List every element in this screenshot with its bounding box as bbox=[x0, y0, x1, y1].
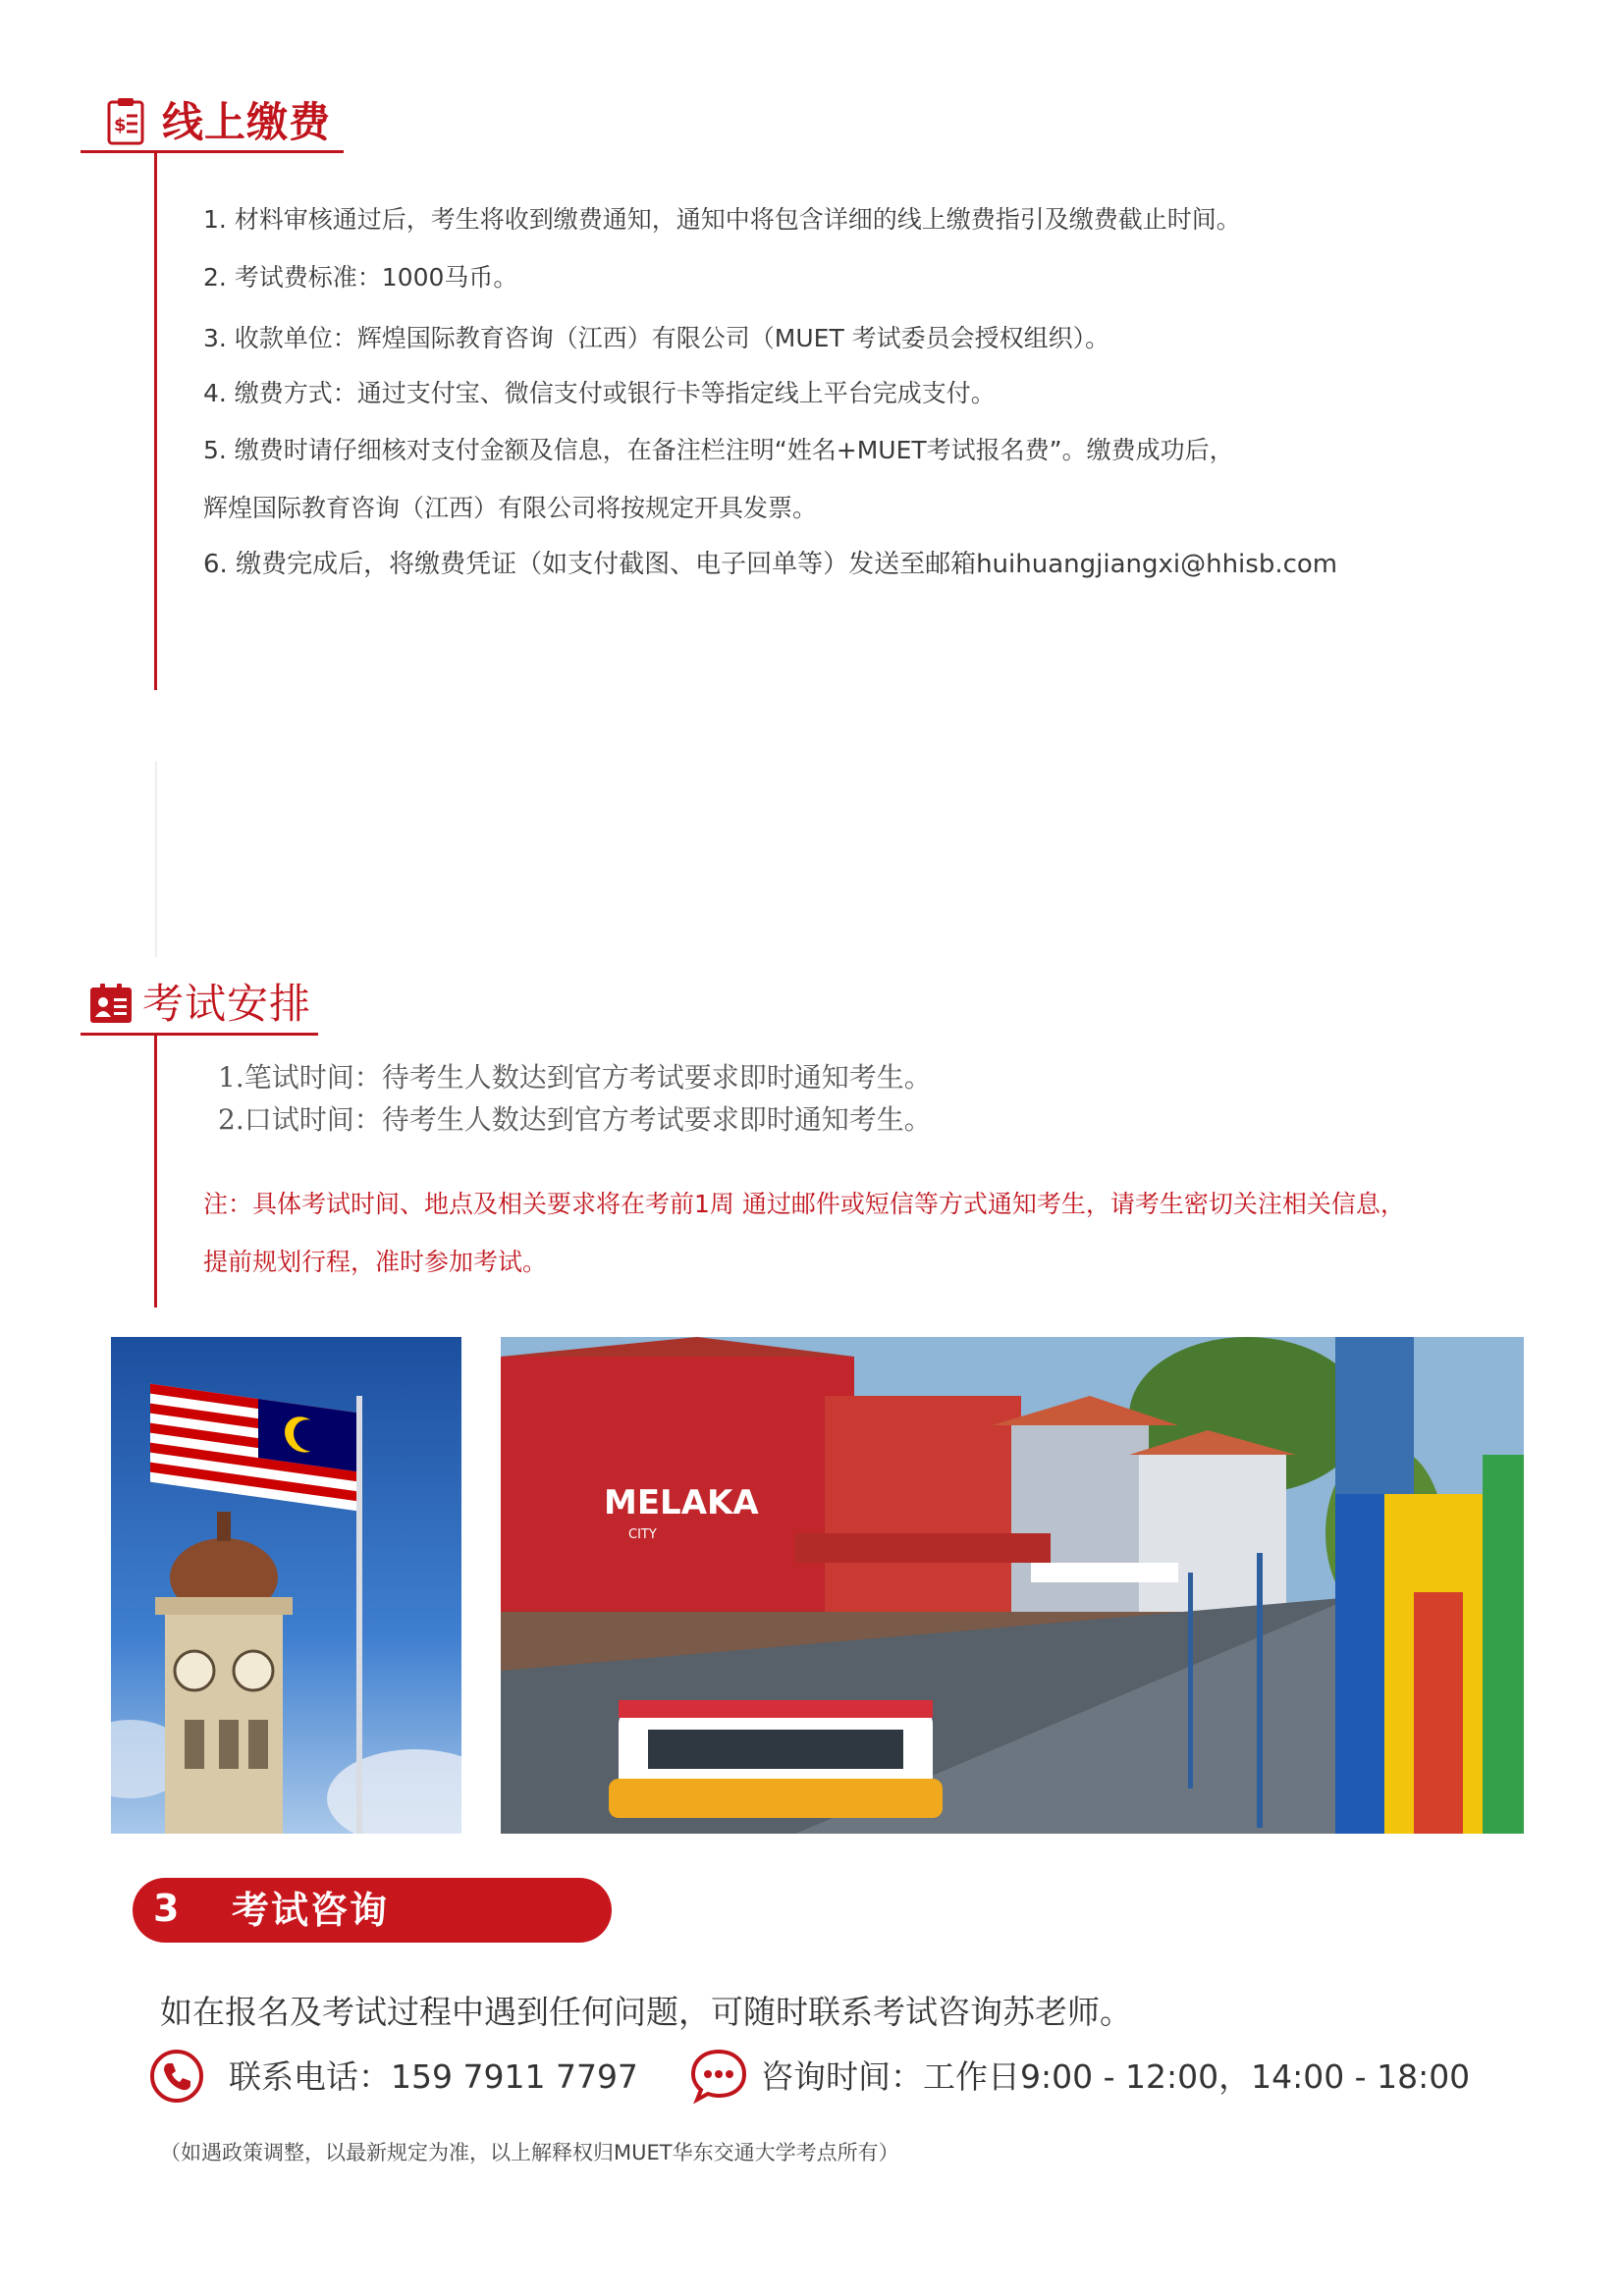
invoice-dollar-icon bbox=[106, 98, 145, 145]
payment-item-4: 4. 缴费方式：通过支付宝、微信支付或银行卡等指定线上平台完成支付。 bbox=[203, 379, 996, 407]
payment-item-6: 6. 缴费完成后，将缴费凭证（如支付截图、电子回单等）发送至邮箱huihuangjiangxi@hhisb.com bbox=[203, 550, 1338, 579]
id-card-icon bbox=[90, 984, 132, 1023]
exam-note-line-1: 注：具体考试时间、地点及相关要求将在考前1周 通过邮件或短信等方式通知考生，请考生密切关注相关信息， bbox=[203, 1190, 1405, 1218]
exam-note-line-2: 提前规划行程，准时参加考试。 bbox=[203, 1248, 548, 1276]
payment-section-title: 线上缴费 bbox=[162, 98, 332, 146]
payment-vertical-rule bbox=[154, 153, 157, 690]
contact-phone: 联系电话：159 7911 7797 bbox=[229, 2057, 638, 2096]
exam-item-1: 1.笔试时间：待考生人数达到官方考试要求即时通知考生。 bbox=[218, 1061, 932, 1094]
malaysia-flag-clock-tower-photo bbox=[111, 1337, 461, 1834]
exam-item-2: 2.口试时间：待考生人数达到官方考试要求即时通知考生。 bbox=[218, 1103, 932, 1136]
policy-footnote: （如遇政策调整，以最新规定为准，以上解释权归MUET华东交通大学考点所有） bbox=[160, 2141, 899, 2164]
payment-item-5-continued: 辉煌国际教育咨询（江西）有限公司将按规定开具发票。 bbox=[203, 494, 818, 522]
chat-bubble-icon bbox=[689, 2046, 748, 2105]
phone-icon bbox=[149, 2049, 204, 2104]
payment-item-2: 2. 考试费标准：1000马币。 bbox=[203, 263, 518, 292]
payment-item-1: 1. 材料审核通过后，考生将收到缴费通知，通知中将包含详细的线上缴费指引及缴费截止时间。 bbox=[203, 205, 1241, 234]
section-divider bbox=[155, 761, 157, 957]
payment-title-underline bbox=[81, 150, 344, 153]
exam-section-title: 考试安排 bbox=[142, 980, 312, 1028]
exam-vertical-rule bbox=[154, 1036, 157, 1308]
svg-text:$: $ bbox=[114, 115, 127, 135]
consult-section-number: 3 bbox=[153, 1887, 180, 1930]
exam-title-underline bbox=[81, 1033, 318, 1036]
consult-section-header bbox=[133, 1878, 612, 1943]
payment-item-5: 5. 缴费时请仔细核对支付金额及信息，在备注栏注明“姓名+MUET考试报名费”。缴费成功后， bbox=[203, 436, 1234, 464]
consult-intro: 如在报名及考试过程中遇到任何问题，可随时联系考试咨询苏老师。 bbox=[160, 1993, 1132, 2031]
melaka-sign-subtext: CITY bbox=[628, 1527, 657, 1542]
consult-section-title: 考试咨询 bbox=[232, 1889, 390, 1932]
consult-hours: 咨询时间：工作日9:00 - 12:00，14:00 - 18:00 bbox=[761, 2057, 1471, 2096]
payment-item-3: 3. 收款单位：辉煌国际教育咨询（江西）有限公司（MUET 考试委员会授权组织）。 bbox=[203, 324, 1110, 352]
melaka-sign-text: MELAKA bbox=[604, 1483, 759, 1522]
melaka-river-boat-photo bbox=[501, 1337, 1524, 1834]
